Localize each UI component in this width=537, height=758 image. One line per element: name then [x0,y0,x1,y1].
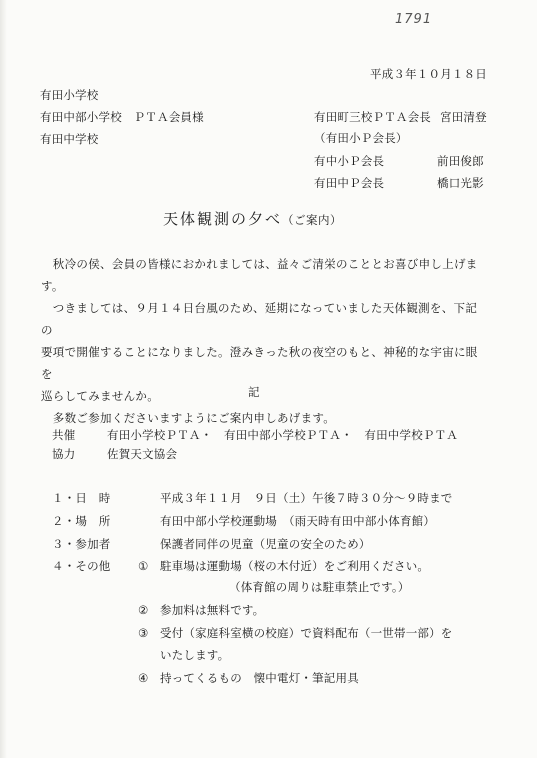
scan-edge [0,0,7,758]
body-line: 巡らしてみませんか。 [41,389,159,403]
detail-value: 保護者同伴の児童（児童の安全のため） [160,537,371,551]
body-text [41,253,486,429]
sender-role: 有田町三校ＰＴＡ会長 [314,110,431,124]
detail-label: １・日 時 [52,491,111,505]
body-line: 秋冷の侯、会員の皆様におかれましては、益々ご清栄のこととお喜び申し上げます。 [41,257,478,293]
sender-role: （有田小Ｐ会長） [314,131,408,145]
other-text: 参加料は無料です。 [160,603,265,617]
document-date: 平成３年１０月１８日 [370,67,487,81]
detail-label: ３・参加者 [52,537,111,551]
handwritten-number: 1791 [395,12,433,27]
detail-value: 平成３年１１月 ９日（土）午後７時３０分～９時まで [160,491,453,505]
other-number: ① [138,559,149,573]
sender-role: 有田中Ｐ会長 [314,176,385,190]
kyoryoku-value: 佐賀天文協会 [107,447,178,461]
other-text: 駐車場は運動場（桜の木付近）をご利用ください。 [160,559,430,573]
title-suffix: （ご案内） [282,213,343,227]
sender-name: 宮田清登 [440,110,487,124]
sender-name: 前田俊郎 [437,154,484,168]
kyoryoku-label: 協力 [52,447,76,461]
body-line: 要項で開催することになりました。澄みきった秋の夜空のもと、神秘的な宇宙に眼を [41,345,478,381]
detail-value: 有田中部小学校運動場 （雨天時有田中部小体育館） [160,514,436,528]
recipient-line: 有田中部小学校 ＰＴＡ会員様 [40,110,204,124]
sender-name: 橋口光影 [437,176,484,190]
sender-role: 有中小Ｐ会長 [314,154,385,168]
body-line: 多数ご参加くださいますようにご案内申しあげます。 [41,411,336,425]
title-text: 天体観測の夕べ [163,210,283,228]
recipient-line: 有田小学校 [40,88,99,102]
recipient-line: 有田中学校 [40,132,99,146]
kyosai-label: 共催 [52,428,76,442]
other-text: いたします。 [160,648,230,662]
other-text: 受付（家庭科室横の校庭）で資料配布（一世帯一部）を [160,626,453,640]
detail-label: ２・場 所 [52,514,111,528]
ki-heading: 記 [248,385,260,399]
detail-label: ４・その他 [52,559,111,573]
body-line: つきましては、９月１４日台風のため、延期になっていました天体観測を、下記の [41,301,478,337]
other-text: 持ってくるもの 懐中電灯・筆記用具 [160,671,359,685]
other-number: ② [138,603,149,617]
other-number: ③ [138,626,149,640]
other-text: （体育館の周りは駐車禁止です。） [229,580,410,594]
other-number: ④ [138,671,149,685]
document-title [163,208,342,229]
kyosai-value: 有田小学校ＰＴＡ・ 有田中部小学校ＰＴＡ・ 有田中学校ＰＴＡ [107,428,458,442]
